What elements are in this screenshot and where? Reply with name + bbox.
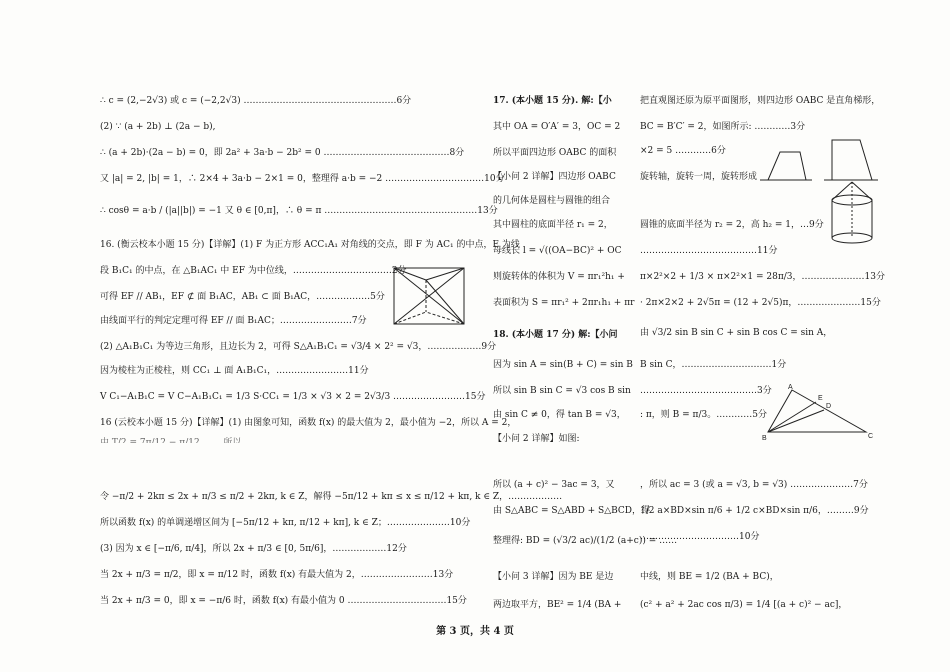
mid-line-13: 由 sin C ≠ 0，得 tan B = √3，: [493, 410, 626, 420]
triangle-figure: [762, 382, 876, 444]
right-line-16: 中线，则 BE = 1/2 (BA + BC)，: [640, 572, 779, 582]
right-line-1: 把直观图还原为原平面图形，则四边形 OABC 是直角梯形，: [640, 96, 881, 106]
label-D: D: [826, 403, 832, 410]
left-line-12: V C₁−A₁B₁C = V C−A₁B₁C₁ = 1/3 S·CC₁ = 1/3 × √3 × 2 = 2√3/3 ……………………15分: [100, 392, 486, 402]
mid-line-9: 表面积为 S = πr₁² + 2πr₁h₁ + πr: [493, 298, 635, 308]
left-line-5: ∴ cosθ = a·b / (|a||b|) = −1 又 θ ∈ [0,π]，∴ θ = π ……………………………………………13分: [100, 206, 498, 216]
left-line-16: 所以函数 f(x) 的单调递增区间为 [−5π/12 + kπ, π/12 + kπ], k ∈ Z；…………………10分: [100, 518, 471, 528]
label-C: C: [868, 433, 874, 440]
label-A: A: [788, 384, 793, 391]
left-line-9: 由线面平行的判定定理可得 EF // 面 B₁AC；……………………7分: [100, 316, 367, 326]
mid-line-4: 【小问 2 详解】四边形 OABC: [493, 172, 616, 182]
right-line-10: B sin C，…………………………1分: [640, 360, 787, 370]
left-line-11: 因为棱柱为正棱柱，则 CC₁ ⊥ 面 A₁B₁C₁，……………………11分: [100, 366, 369, 376]
mid-line-6: 其中圆柱的底面半径 r₁ = 2，: [493, 220, 613, 230]
mid-line-19: 两边取平方，BE² = 1/4 (BA +: [493, 600, 622, 610]
left-line-7: 段 B₁C₁ 的中点，在 △B₁AC₁ 中 EF 为中位线，……………………………2分: [100, 266, 407, 276]
right-line-9: 由 √3/2 sin B sin C + sin B cos C = sin A，: [640, 328, 833, 338]
right-line-13: ，所以 ac = 3 (或 a = √3, b = √3) …………………7分: [640, 480, 868, 490]
mid-line-5: 的几何体是圆柱与圆锥的组合: [493, 196, 611, 206]
mid-line-10: 18. (本小题 17 分) 解:【小问: [493, 330, 618, 340]
left-line-19: 当 2x + π/3 = 0，即 x = −π/6 时，函数 f(x) 有最小值为 0 ……………………………15分: [100, 596, 467, 606]
label-E: E: [818, 395, 823, 402]
right-line-8: · 2π×2×2 + 2√5π = (12 + 2√5)π，…………………15分: [640, 298, 881, 308]
mid-line-18: 【小问 3 详解】因为 BE 是边: [493, 572, 614, 582]
left-line-17: (3) 因为 x ∈ [−π/6, π/4]，所以 2x + π/3 ∈ [0, 5π/6]，………………12分: [100, 544, 407, 554]
left-line-3: ∴ (a + 2b)·(2a − b) = 0，即 2a² + 3a·b − 2b² = 0 ……………………………………8分: [100, 148, 465, 158]
right-line-3: ×2 = 5 …………6分: [640, 146, 726, 156]
right-line-4: 旋转轴，旋转一周，旋转形成: [640, 172, 758, 182]
left-line-13: 16 (云校本小题 15 分)【详解】(1) 由图象可知，函数 f(x) 的最大值为 2，最小值为 −2，所以 A = 2，: [100, 418, 517, 428]
mid-line-8: 则旋转体的体积为 V = πr₁²h₁ +: [493, 272, 625, 282]
left-line-15: 令 −π/2 + 2kπ ≤ 2x + π/3 ≤ π/2 + 2kπ, k ∈ Z，解得 −5π/12 + kπ ≤ x ≤ π/12 + kπ, k ∈ Z，………………: [100, 492, 563, 502]
mid-line-16: 由 S△ABC = S△ABD + S△BCD，得: [493, 506, 651, 516]
left-line-1: ∴ c = (2,−2√3) 或 c = (−2,2√3) ……………………………………………6分: [100, 96, 412, 106]
right-line-17: (c² + a² + 2ac cos π/3) = 1/4 [(a + c)² − ac]，: [640, 600, 848, 610]
right-line-15: ……………………………10分: [640, 532, 760, 542]
mid-line-1: 17. (本小题 15 分). 解:【小: [493, 96, 612, 106]
mid-line-15: 所以 (a + c)² − 3ac = 3，又: [493, 480, 615, 490]
right-line-11: …………………………………3分: [640, 386, 772, 396]
label-B: B: [762, 435, 767, 442]
mid-line-12: 所以 sin B sin C = √3 cos B sin: [493, 386, 631, 396]
page-footer: 第 3 页，共 4 页: [436, 626, 514, 637]
right-line-14: 1/2 a×BD×sin π/6 + 1/2 c×BD×sin π/6，………9分: [640, 506, 869, 516]
mid-line-11: 因为 sin A = sin(B + C) = sin B: [493, 360, 633, 370]
left-line-18: 当 2x + π/3 = π/2，即 x = π/12 时，函数 f(x) 有最大值为 2，……………………13分: [100, 570, 454, 580]
left-line-10: (2) △A₁B₁C₁ 为等边三角形，且边长为 2，可得 S△A₁B₁C₁ = √3/4 × 2² = √3，………………9分: [100, 342, 497, 352]
right-line-5: 圆锥的底面半径为 r₂ = 2，高 h₂ = 1，…9分: [640, 220, 824, 230]
mid-line-3: 所以平面四边形 OABC 的面积: [493, 148, 617, 158]
mid-line-17: 整理得: BD = (√3/2 ac)/(1/2 (a+c)) = ……: [493, 536, 678, 546]
right-line-12: : π，则 B = π/3。…………5分: [640, 410, 767, 420]
left-line-2: (2) ∵ (a + 2b) ⊥ (2a − b),: [100, 122, 216, 132]
left-line-8: 可得 EF // AB₁，EF ⊄ 面 B₁AC，AB₁ ⊂ 面 B₁AC，………………5分: [100, 292, 385, 302]
scan-gap: [98, 443, 618, 465]
right-line-7: π×2²×2 + 1/3 × π×2²×1 = 28π/3，…………………13分: [640, 272, 885, 282]
mid-line-2: 其中 OA = O′A′ = 3，OC = 2: [493, 122, 621, 132]
right-line-6: …………………………………11分: [640, 246, 778, 256]
left-line-4: 又 |a| = 2, |b| = 1，∴ 2×4 + 3a·b − 2×1 = 0，整理得 a·b = −2 ……………………………10分: [100, 174, 505, 184]
mid-line-14: 【小问 2 详解】如图:: [493, 434, 580, 444]
mid-line-7: 母线长 l = √((OA−BC)² + OC: [493, 246, 622, 256]
left-line-6: 16. (衡云校本小题 15 分)【详解】(1) F 为正方形 ACC₁A₁ 对角线的交点，即 F 为 AC₁ 的中点，E 为线: [100, 240, 520, 250]
right-line-2: BC = B′C′ = 2，如图所示: …………3分: [640, 122, 806, 132]
prism-figure: [386, 262, 476, 332]
cylinder-cone-figure: [824, 178, 882, 248]
